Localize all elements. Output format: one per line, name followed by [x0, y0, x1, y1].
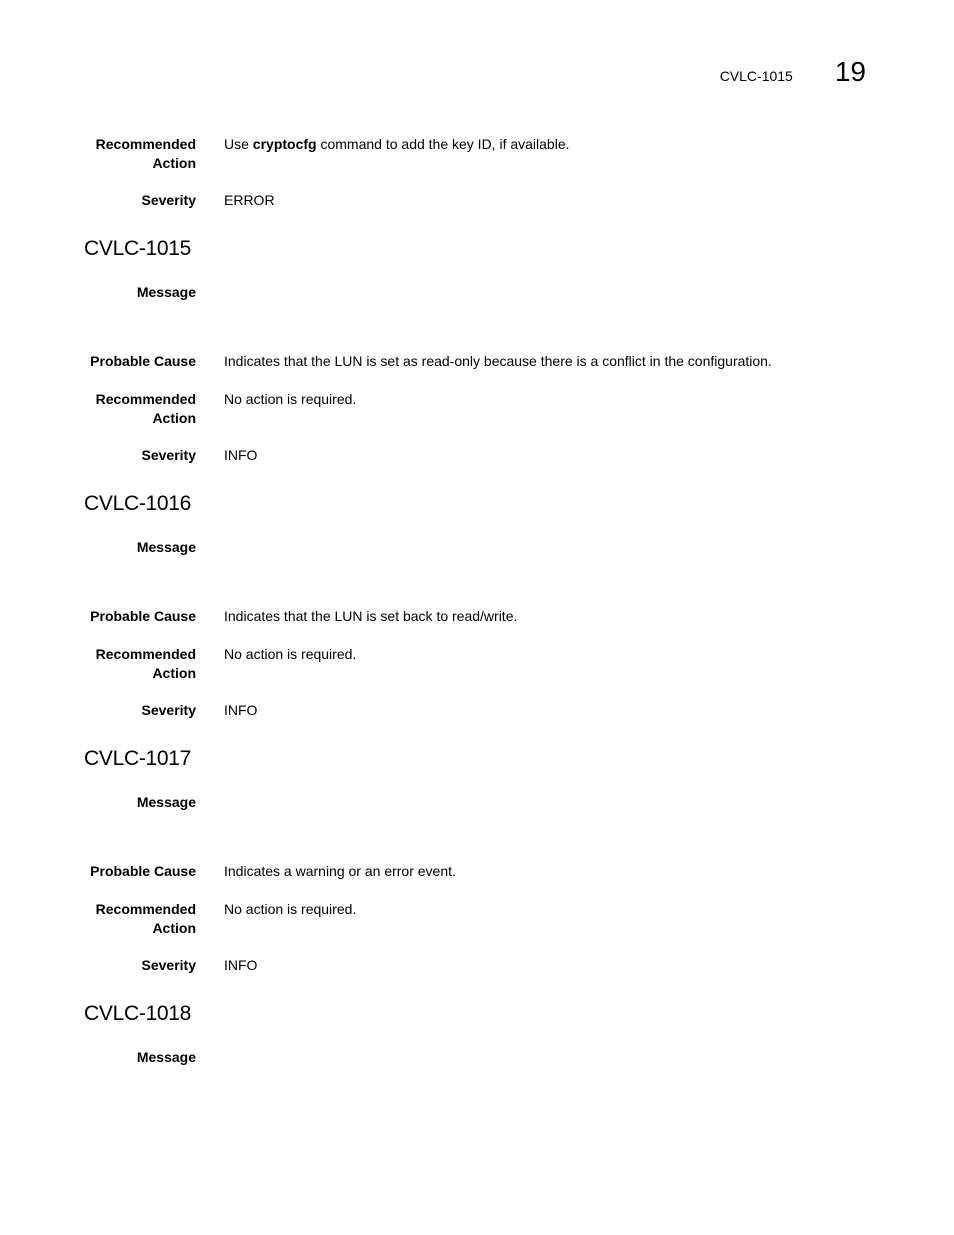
message-heading: CVLC-1017 [84, 747, 192, 770]
message-heading: CVLC-1018 [84, 1002, 192, 1025]
probable-cause-text: Indicates that the LUN is set as read-only because there is a conflict in the configuration. [224, 353, 772, 369]
probable-cause-text: Indicates a warning or an error event. [224, 863, 456, 879]
running-header [720, 56, 866, 88]
chapter-number: 19 [834, 56, 866, 87]
message-heading: CVLC-1015 [84, 237, 192, 260]
message-label: Message [136, 539, 196, 555]
recommended-action-label: Recommended Action [95, 646, 196, 681]
severity-label: Severity [141, 957, 196, 973]
command-name: cryptocfg [252, 136, 317, 152]
running-title: CVLC-1015 [719, 68, 793, 84]
severity-value: INFO [224, 957, 258, 973]
message-label: Message [136, 794, 196, 810]
recommended-action-text: No action is required. [224, 646, 357, 662]
recommended-action-text: No action is required. [224, 901, 357, 917]
message-label: Message [136, 284, 196, 300]
probable-cause-label: Probable Cause [90, 608, 196, 624]
recommended-action-label: Recommended Action [95, 136, 196, 171]
recommended-action-label: Recommended Action [95, 901, 196, 936]
severity-value: INFO [224, 702, 258, 718]
severity-label: Severity [141, 702, 196, 718]
severity-label: Severity [141, 192, 196, 208]
severity-value: INFO [224, 447, 258, 463]
message-label: Message [136, 1049, 196, 1065]
recommended-action-text: No action is required. [224, 391, 357, 407]
recommended-action-label: Recommended Action [95, 391, 196, 426]
severity-value: ERROR [224, 192, 275, 208]
severity-label: Severity [141, 447, 196, 463]
probable-cause-label: Probable Cause [90, 353, 196, 369]
probable-cause-text: Indicates that the LUN is set back to read/write. [224, 608, 518, 624]
recommended-action-text: Use cryptocfg command to add the key ID, if available. [224, 136, 570, 152]
message-heading: CVLC-1016 [84, 492, 192, 515]
probable-cause-label: Probable Cause [90, 863, 196, 879]
